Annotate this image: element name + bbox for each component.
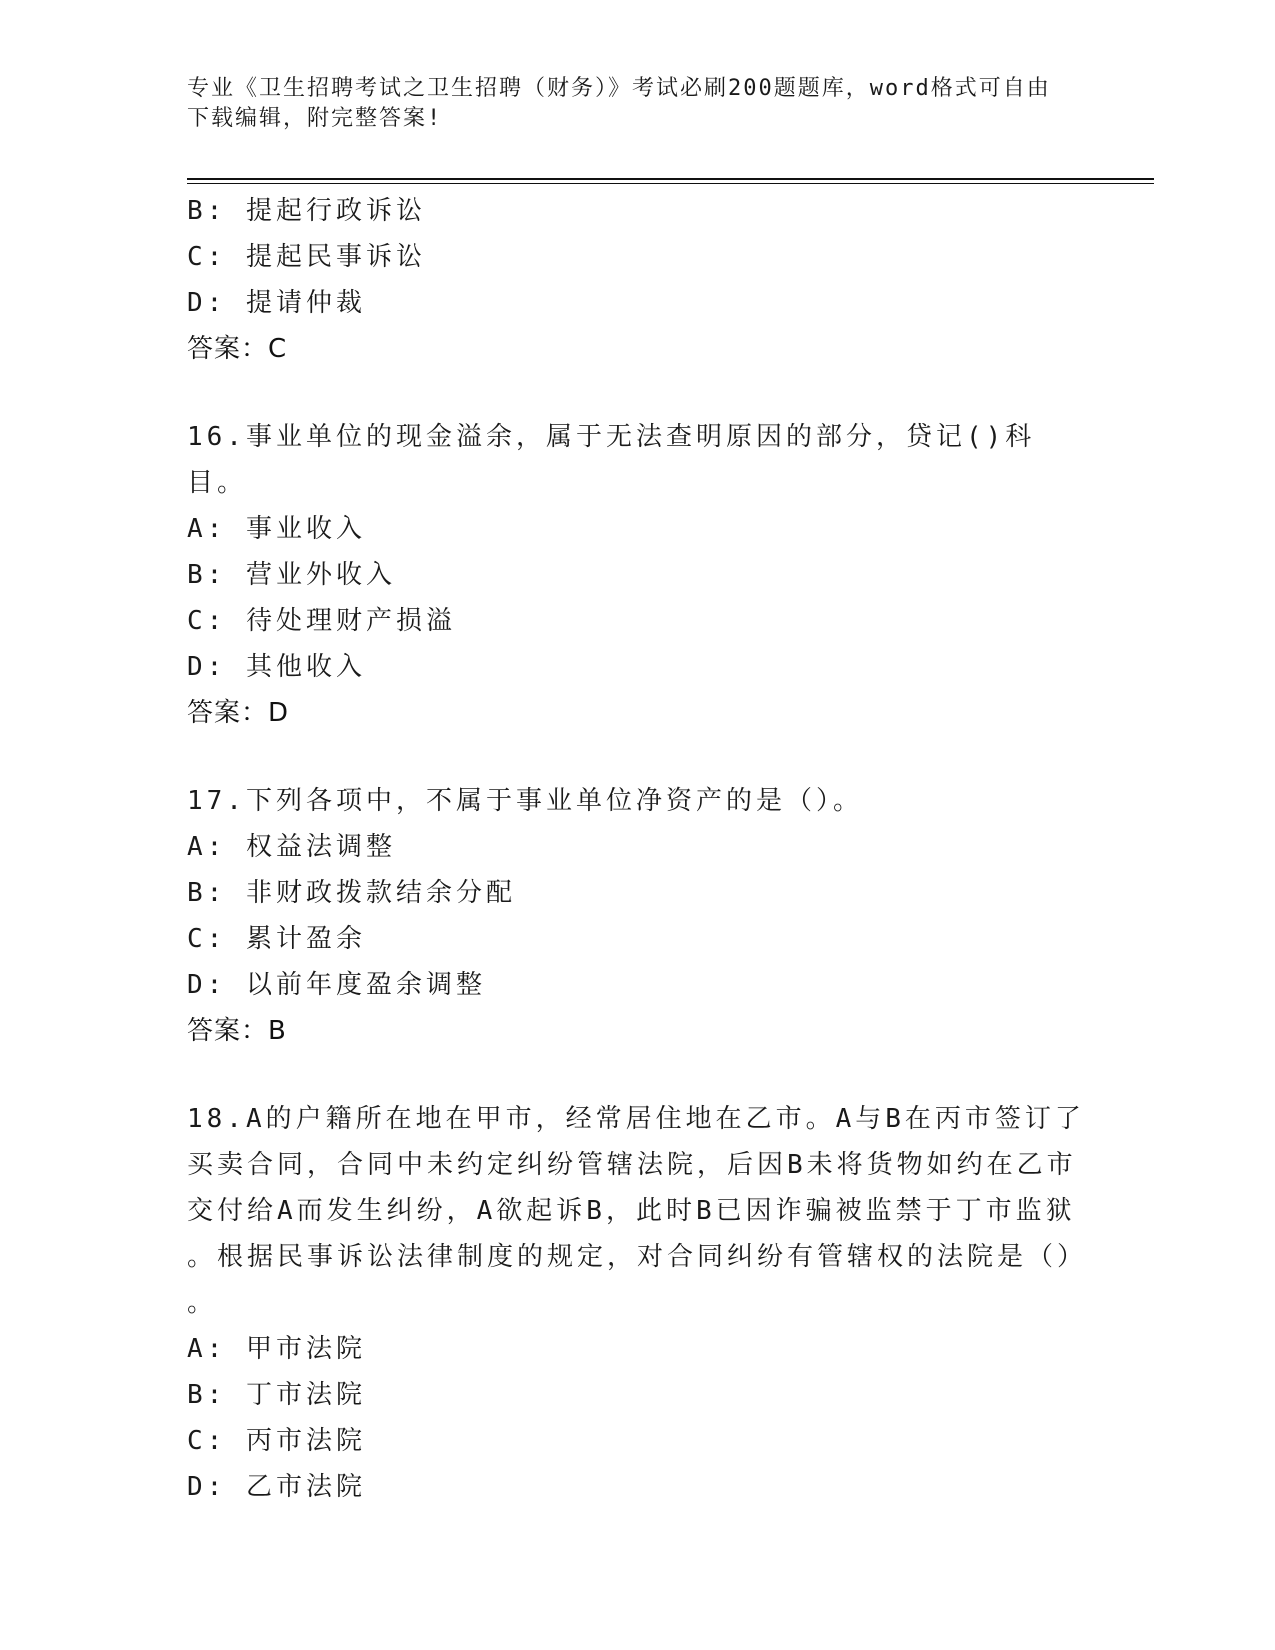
question-text-line: 18.A的户籍所在地在甲市，经常居住地在乙市。A与B在丙市签订了 [187,1104,1085,1134]
question-16-block [187,414,1087,736]
option-c: C: 待处理财产损溢 [187,606,456,636]
answer-line: 答案：C [187,334,288,364]
spacer [187,736,1087,778]
option-c: C: 提起民事诉讼 [187,242,426,272]
answer-line: 答案：B [187,1016,287,1046]
option-a: A: 权益法调整 [187,832,396,862]
option-b: B: 非财政拨款结余分配 [187,878,516,908]
option-d: D: 其他收入 [187,652,366,682]
option-a: A: 事业收入 [187,514,366,544]
answer-line: 答案：D [187,698,290,728]
spacer [187,1054,1087,1096]
question-text-line: 买卖合同，合同中未约定纠纷管辖法院，后因B未将货物如约在乙市 [187,1150,1077,1180]
option-d: D: 提请仲裁 [187,288,366,318]
header-divider-thick [187,178,1154,180]
header-divider-thin [187,183,1154,184]
document-content [187,188,1087,1510]
question-text-line: 。根据民事诉讼法律制度的规定，对合同纠纷有管辖权的法院是（） [187,1242,1088,1272]
question-text-line: 交付给A而发生纠纷，A欲起诉B，此时B已因诈骗被监禁于丁市监狱 [187,1196,1076,1226]
spacer [187,372,1087,414]
question-text: 16.事业单位的现金溢余，属于无法查明原因的部分，贷记()科目。 [187,422,1036,498]
question-15-block [187,188,1087,372]
question-17-block [187,778,1087,1054]
option-b: B: 丁市法院 [187,1380,366,1410]
question-text: 17.下列各项中，不属于事业单位净资产的是（）。 [187,786,863,816]
question-18-block [187,1096,1087,1510]
option-b: B: 营业外收入 [187,560,396,590]
option-b: B: 提起行政诉讼 [187,196,426,226]
option-c: C: 丙市法院 [187,1426,366,1456]
option-d: D: 乙市法院 [187,1472,366,1502]
document-header-title: 专业《卫生招聘考试之卫生招聘（财务）》考试必刷200题题库，word格式可自由下载编辑，附完整答案! [187,76,1051,131]
option-c: C: 累计盈余 [187,924,366,954]
option-a: A: 甲市法院 [187,1334,366,1364]
option-d: D: 以前年度盈余调整 [187,970,486,1000]
question-text-line: 。 [187,1288,218,1318]
